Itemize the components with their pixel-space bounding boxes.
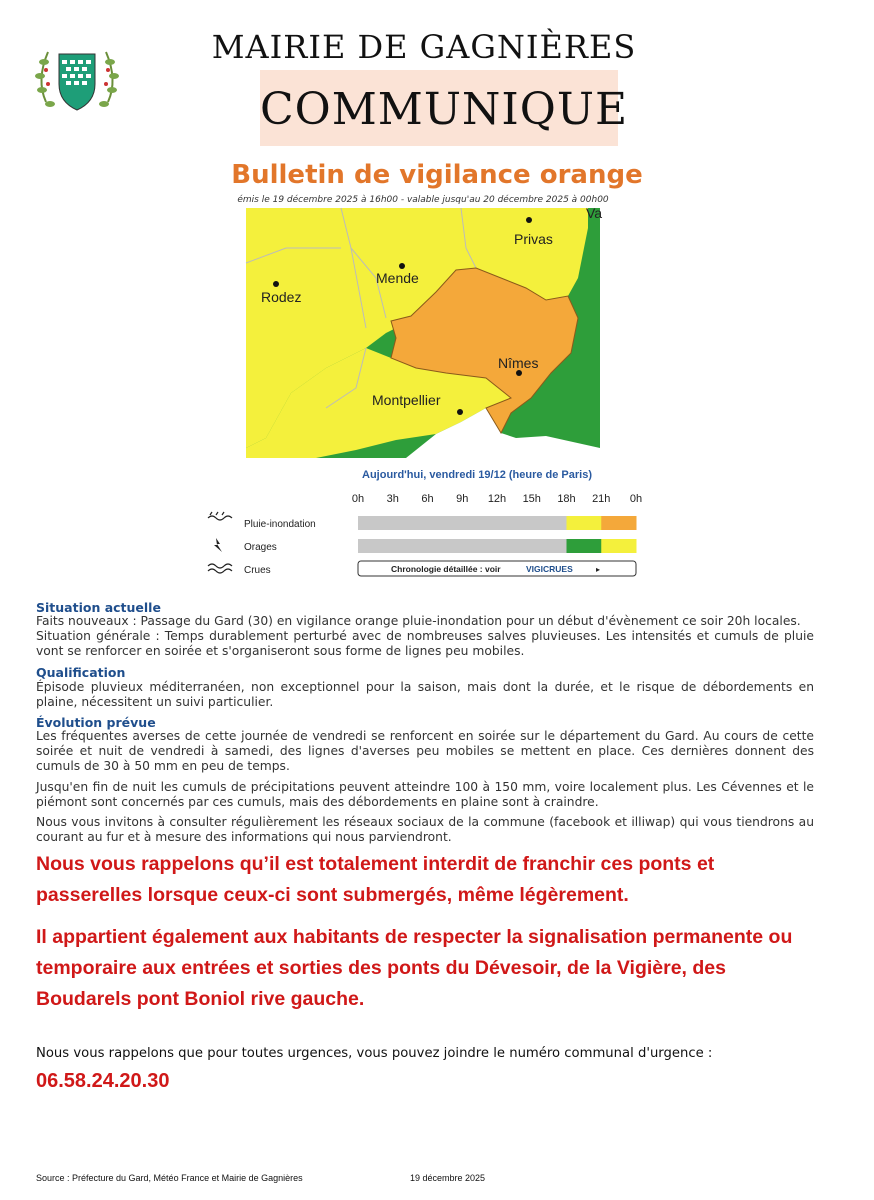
mairie-title: MAIRIE DE GAGNIÈRES bbox=[211, 28, 637, 66]
timeline-segment bbox=[428, 516, 463, 530]
timeline-segment bbox=[567, 539, 602, 553]
map-city-label: Montpellier bbox=[372, 392, 441, 408]
timeline-segment bbox=[601, 539, 636, 553]
lightning-icon bbox=[214, 538, 222, 552]
timeline-hour-label: 18h bbox=[557, 493, 576, 505]
map-edge-label: Va bbox=[586, 205, 603, 221]
rain-flood-icon bbox=[208, 512, 232, 520]
timeline-segment bbox=[462, 516, 497, 530]
timeline-segment bbox=[497, 539, 532, 553]
signage-warning: Il appartient également aux habitants de respecter la signalisation permanente ou temporaire aux entrées et sorties des ponts du Dévesoir, de la Vigière, des Boudarels pont Boniol rive gauche. bbox=[36, 926, 793, 1010]
qualification-title: Qualification bbox=[36, 665, 126, 680]
bulletin-title: Bulletin de vigilance orange bbox=[231, 160, 643, 190]
qualification-paragraph: Épisode pluvieux méditerranéen, non exceptionnel pour la saison, mais dont la durée, et le risque de débordements en plaine, nécessitent un suivi particulier. bbox=[36, 680, 814, 709]
evolution-paragraph: Jusqu'en fin de nuit les cumuls de précipitations peuvent atteindre 100 à 150 mm, voire localement plus. Les Cévennes et le piémont sont concernés par ces cumuls, mais des débordements en plaine sont à craindre. bbox=[36, 780, 814, 809]
timeline-row-label: Crues bbox=[244, 565, 271, 576]
vigilance-map bbox=[246, 205, 603, 458]
timeline-hour-label: 15h bbox=[522, 493, 541, 505]
timeline-segment bbox=[532, 516, 567, 530]
timeline-segment bbox=[601, 516, 636, 530]
vigicrues-arrow-icon: ▸ bbox=[596, 565, 601, 574]
timeline-hour-label: 3h bbox=[386, 493, 399, 505]
vigicrues-link-prefix: Chronologie détaillée : voir bbox=[391, 564, 501, 574]
evolution-paragraph: Les fréquentes averses de cette journée de vendredi se renforcent en soirée sur le département du Gard. Au cours de cette soirée et nuit de vendredi à samedi, des lignes d'averses peu mobiles se mettent en place. Ces dernières donnent des cumuls de 30 à 50 mm en peu de temps. bbox=[36, 729, 814, 773]
urgency-text: Nous vous rappelons que pour toutes urgences, vous pouvez joindre le numéro communal d'urgence : bbox=[36, 1046, 713, 1061]
map-city-label: Privas bbox=[514, 231, 553, 247]
timeline-hour-label: 0h bbox=[351, 493, 365, 505]
timeline-hour-label: 6h bbox=[421, 493, 434, 505]
timeline-segment bbox=[393, 539, 428, 553]
evolution-paragraph: Nous vous invitons à consulter régulièrement les réseaux sociaux de la commune (facebook et illiwap) qui vous tiendrons au courant au fur et à mesure des informations qui nous parviendront. bbox=[36, 815, 814, 844]
timeline-row-label: Orages bbox=[244, 542, 277, 553]
timeline-segment bbox=[428, 539, 463, 553]
evolution-title: Évolution prévue bbox=[36, 715, 156, 730]
timeline-hour-label: 9h bbox=[456, 493, 469, 505]
timeline-segment bbox=[393, 516, 428, 530]
timeline-row-label: Pluie-inondation bbox=[244, 519, 316, 530]
timeline-hour-label: 21h bbox=[592, 493, 611, 505]
communique-title: COMMUNIQUE bbox=[260, 84, 629, 135]
situation-title: Situation actuelle bbox=[36, 600, 161, 615]
footer-date: 19 décembre 2025 bbox=[410, 1173, 486, 1183]
timeline-segment bbox=[462, 539, 497, 553]
timeline-segment bbox=[497, 516, 532, 530]
timeline-segment bbox=[358, 516, 393, 530]
vigilance-timeline bbox=[198, 462, 648, 582]
timeline-segment bbox=[532, 539, 567, 553]
map-city-label: Rodez bbox=[261, 289, 302, 305]
map-city-label: Nîmes bbox=[498, 355, 539, 371]
urgency-phone[interactable]: 06.58.24.20.30 bbox=[36, 1070, 170, 1092]
timeline-segment bbox=[358, 539, 393, 553]
bridge-warning: Nous vous rappelons qu’il est totalement interdit de franchir ces ponts et passerelles lorsque ceux-ci sont submergés, même légèrement. bbox=[36, 853, 715, 906]
situation-paragraph: Situation générale : Temps durablement perturbé avec de nombreuses salves pluvieuses. Les intensités et cumuls de pluie vont se renforcer en soirée et s'organiseront sous forme de lignes peu mobiles. bbox=[36, 629, 814, 658]
vigicrues-brand: VIGICRUES bbox=[526, 564, 573, 574]
map-city-label: Mende bbox=[376, 270, 419, 286]
timeline-hour-label: 12h bbox=[487, 493, 507, 505]
timeline-title: Aujourd'hui, vendredi 19/12 (heure de Paris) bbox=[362, 469, 593, 481]
situation-paragraph: Faits nouveaux : Passage du Gard (30) en vigilance orange pluie-inondation pour un début d'évènement ce soir 20h locales. bbox=[36, 614, 801, 628]
timeline-segment bbox=[567, 516, 602, 530]
footer-source: Source : Préfecture du Gard, Météo France et Mairie de Gagnières bbox=[36, 1173, 303, 1183]
timeline-hour-label: 0h bbox=[629, 493, 643, 505]
waves-icon bbox=[208, 564, 232, 573]
bulletin-issued: émis le 19 décembre 2025 à 16h00 - valable jusqu'au 20 décembre 2025 à 00h00 bbox=[237, 195, 609, 205]
